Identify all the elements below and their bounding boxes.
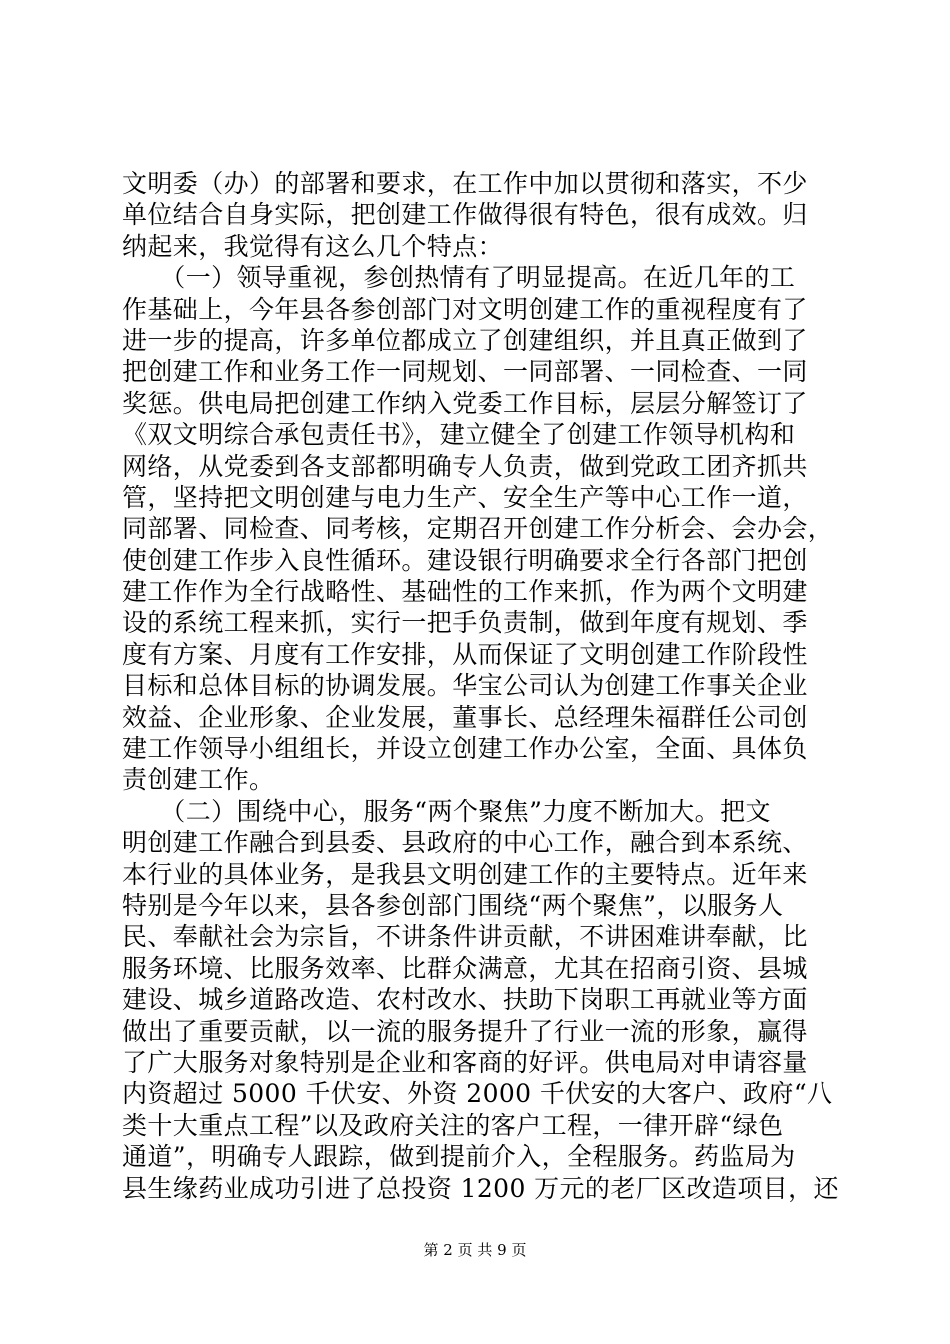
text-line: 作基础上，今年县各参创部门对文明创建工作的重视程度有了 (122, 294, 808, 324)
text-line: 通道”，明确专人跟踪，做到提前介入，全程服务。药监局为 (122, 1142, 796, 1172)
text-line: 目标和总体目标的协调发展。华宝公司认为创建工作事关企业 (122, 671, 808, 701)
text-line: 类十大重点工程”以及政府关注的客户工程，一律开辟“绿色 (122, 1110, 784, 1140)
text-line: 同部署、同检查、同考核，定期召开创建工作分析会、会办会， (122, 514, 834, 544)
text-line: 本行业的具体业务，是我县文明创建工作的主要特点。近年来 (122, 859, 808, 889)
page-footer: 第 2 页 共 9 页 (423, 1241, 527, 1259)
text-line: 奖惩。供电局把创建工作纳入党委工作目标，层层分解签订了 (122, 388, 808, 418)
text-line: 进一步的提高，许多单位都成立了创建组织，并且真正做到了 (122, 325, 808, 355)
text-line: 使创建工作步入良性循环。建设银行明确要求全行各部门把创 (122, 545, 808, 575)
text-line: 管，坚持把文明创建与电力生产、安全生产等中心工作一道， (122, 482, 808, 512)
text-line: 《双文明综合承包责任书》，建立健全了创建工作领导机构和 (122, 420, 796, 450)
text-line: 设的系统工程来抓，实行一把手负责制，做到年度有规划、季 (122, 608, 808, 638)
text-line: 效益、企业形象、企业发展，董事长、总经理朱福群任公司创 (122, 702, 808, 732)
text-line: 了广大服务对象特别是企业和客商的好评。供电局对申请容量 (122, 1047, 808, 1077)
text-line: 特别是今年以来，县各参创部门围绕“两个聚焦”，以服务人 (122, 890, 784, 920)
text-line: （二）围绕中心，服务“两个聚焦”力度不断加大。把文 (122, 796, 771, 826)
text-line: 民、奉献社会为宗旨，不讲条件讲贡献，不讲困难讲奉献，比 (122, 922, 808, 952)
text-line: 度有方案、月度有工作安排，从而保证了文明创建工作阶段性 (122, 639, 808, 669)
text-line: 做出了重要贡献，以一流的服务提升了行业一流的形象，赢得 (122, 1016, 808, 1046)
text-line: 责创建工作。 (122, 765, 275, 795)
text-line: 网络，从党委到各支部都明确专人负责，做到党政工团齐抓共 (122, 451, 808, 481)
text-line: 县生缘药业成功引进了总投资 1200 万元的老厂区改造项目，还 (122, 1173, 839, 1203)
text-line: 建工作领导小组组长，并设立创建工作办公室，全面、具体负 (122, 734, 808, 764)
text-line: 建工作作为全行战略性、基础性的工作来抓，作为两个文明建 (122, 577, 808, 607)
text-line: 文明委（办）的部署和要求，在工作中加以贯彻和落实，不少 (122, 169, 808, 198)
text-line: 建设、城乡道路改造、农村改水、扶助下岗职工再就业等方面 (122, 985, 808, 1015)
text-line: 单位结合自身实际，把创建工作做得很有特色，很有成效。归 (122, 200, 808, 230)
text-line: 明创建工作融合到县委、县政府的中心工作，融合到本系统、 (122, 828, 808, 858)
body-text (122, 168, 839, 1204)
text-line: 纳起来，我觉得有这么几个特点： (122, 231, 504, 261)
text-line: 把创建工作和业务工作一同规划、一同部署、一同检查、一同 (122, 357, 808, 387)
text-line: （一）领导重视，参创热情有了明显提高。在近几年的工 (122, 263, 796, 293)
text-line: 内资超过 5000 千伏安、外资 2000 千伏安的大客户、政府“八 (122, 1079, 833, 1109)
text-line: 服务环境、比服务效率、比群众满意，尤其在招商引资、县城 (122, 953, 808, 983)
